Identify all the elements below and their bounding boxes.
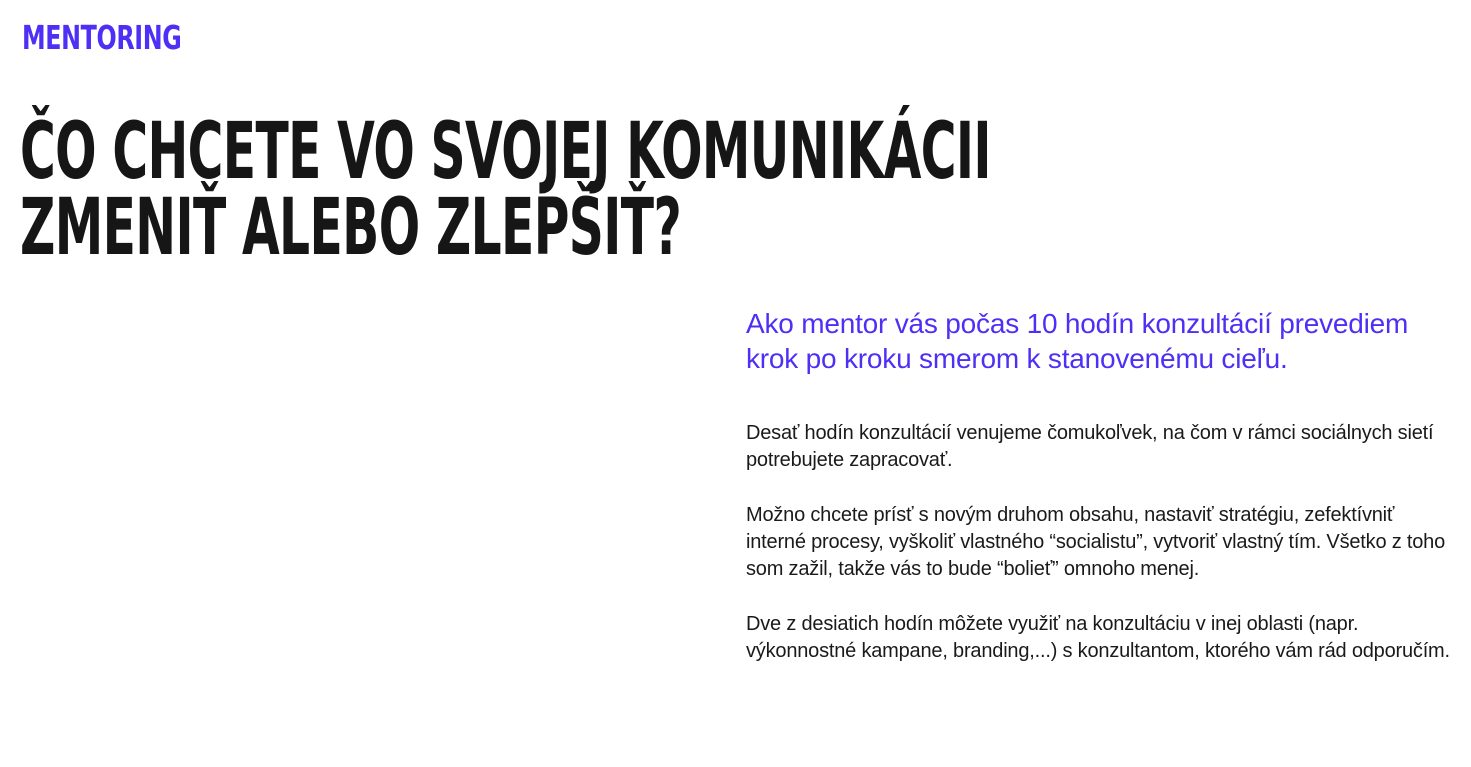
content-column: [746, 306, 1458, 693]
page-title: [20, 107, 991, 273]
lead-text: Ako mentor vás počas 10 hodín konzultácií prevediem krok po kroku smerom k stanovenému cieľu.: [746, 308, 1409, 374]
paragraph-1: Desať hodín konzultácií venujeme čomukoľvek, na čom v rámci sociálnych sietí potrebujete zapracovať.: [746, 422, 1434, 471]
page-title-line-1: ČO CHCETE VO SVOJEJ KOMUNIKÁCII: [20, 107, 991, 197]
page-title-line-2: ZMENIŤ ALEBO ZLEPŠIŤ?: [20, 183, 682, 273]
paragraph-2: Možno chcete prísť s novým druhom obsahu, nastaviť stratégiu, zefektívniť interné procesy, vyškoliť vlastného “socialistu”, vytvoriť vlastný tím. Všetko z toho som zažil, takže vás to bude “bolieť” omnoho menej.: [746, 504, 1446, 580]
paragraph-3: Dve z desiatich hodín môžete využiť na konzultáciu v inej oblasti (napr. výkonnostné kampane, branding,...) s konzultantom, ktorého vám rád odporučím.: [746, 613, 1450, 662]
section-eyebrow: MENTORING: [22, 18, 182, 57]
